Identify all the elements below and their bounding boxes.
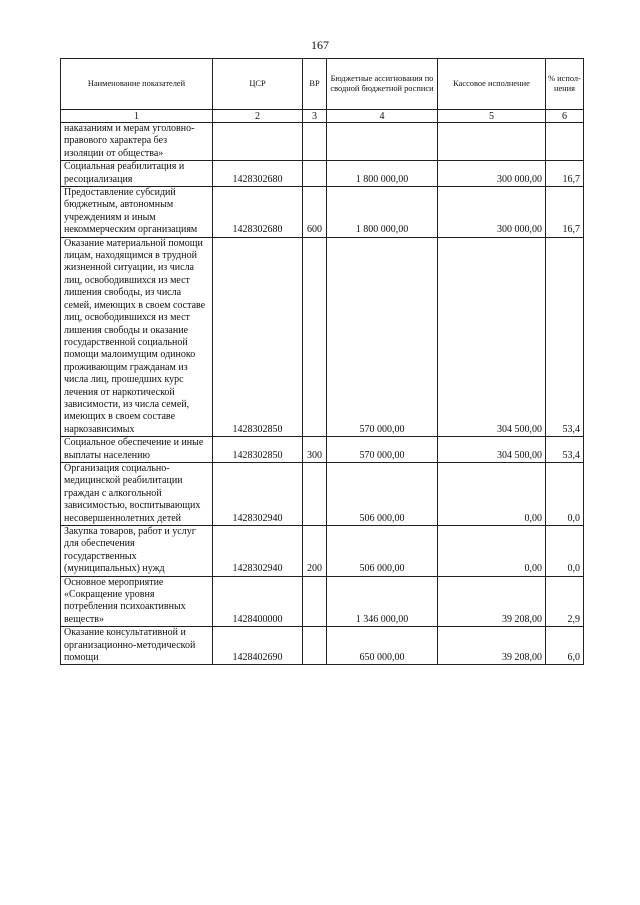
row-cash: 304 500,00 [438, 437, 546, 463]
row-budget: 506 000,00 [327, 462, 438, 525]
row-pct: 0,0 [546, 462, 584, 525]
row-budget [327, 123, 438, 161]
row-csr: 1428302850 [213, 437, 303, 463]
row-cash: 300 000,00 [438, 161, 546, 187]
header-cash: Кассовое исполнение [438, 59, 546, 110]
row-vr [303, 237, 327, 437]
header-name: Наименование показателей [61, 59, 213, 110]
row-cash [438, 123, 546, 161]
row-vr: 200 [303, 526, 327, 577]
row-pct: 0,0 [546, 526, 584, 577]
row-name: Закупка товаров, работ и услуг для обеспечения государственных (муниципальных) нужд [61, 526, 213, 577]
row-pct: 2,9 [546, 576, 584, 627]
column-number: 5 [438, 110, 546, 123]
row-csr: 1428402690 [213, 627, 303, 665]
row-name: Социальная реабилитация и ресоциализация [61, 161, 213, 187]
table-row [61, 437, 584, 463]
row-name: Предоставление субсидий бюджетным, автономным учреждениям и иным некоммерческим организациям [61, 187, 213, 238]
row-vr: 600 [303, 187, 327, 238]
row-budget: 570 000,00 [327, 437, 438, 463]
table-row [61, 462, 584, 525]
row-budget: 1 800 000,00 [327, 187, 438, 238]
row-vr [303, 161, 327, 187]
row-csr [213, 123, 303, 161]
row-budget: 570 000,00 [327, 237, 438, 437]
table-row [61, 627, 584, 665]
row-csr: 1428302850 [213, 237, 303, 437]
row-cash: 39 208,00 [438, 627, 546, 665]
row-csr: 1428302940 [213, 526, 303, 577]
column-number: 3 [303, 110, 327, 123]
header-budget: Бюджетные ассигнования по сводной бюджетной росписи [327, 59, 438, 110]
header-row [61, 59, 584, 110]
table-row [61, 123, 584, 161]
table-row [61, 237, 584, 437]
row-vr [303, 462, 327, 525]
row-name: Оказание консультативной и организационно-методической помощи [61, 627, 213, 665]
row-name: наказаниям и мерам уголовно-правового характера без изоляции от общества» [61, 123, 213, 161]
row-pct: 16,7 [546, 161, 584, 187]
row-cash: 300 000,00 [438, 187, 546, 238]
row-csr: 1428302680 [213, 161, 303, 187]
row-pct: 16,7 [546, 187, 584, 238]
row-pct [546, 123, 584, 161]
row-cash: 0,00 [438, 462, 546, 525]
column-number: 6 [546, 110, 584, 123]
row-csr: 1428302680 [213, 187, 303, 238]
row-csr: 1428400000 [213, 576, 303, 627]
page-number: 167 [311, 38, 329, 52]
row-name: Организация социально-медицинской реабилитации граждан с алкогольной зависимостью, воспитывающих несовершеннолетних детей [61, 462, 213, 525]
column-number-row [61, 110, 584, 123]
row-budget: 1 800 000,00 [327, 161, 438, 187]
row-vr [303, 576, 327, 627]
row-vr [303, 627, 327, 665]
column-number: 2 [213, 110, 303, 123]
row-name: Социальное обеспечение и иные выплаты населению [61, 437, 213, 463]
row-vr: 300 [303, 437, 327, 463]
row-pct: 6,0 [546, 627, 584, 665]
row-budget: 1 346 000,00 [327, 576, 438, 627]
row-pct: 53,4 [546, 237, 584, 437]
row-budget: 506 000,00 [327, 526, 438, 577]
row-cash: 304 500,00 [438, 237, 546, 437]
row-vr [303, 123, 327, 161]
column-number: 1 [61, 110, 213, 123]
table-row [61, 161, 584, 187]
header-pct: % испол-нения [546, 59, 584, 110]
row-pct: 53,4 [546, 437, 584, 463]
table-row [61, 576, 584, 627]
row-name: Оказание материальной помощи лицам, находящимся в трудной жизненной ситуации, из числа лиц, освободившихся из мест лишения свободы, из числа семей, имеющих в своем составе лиц, освободившихся из мест лишения свободы и оказание государственной социальной помощи малоимущим одиноко проживающим гражданам из числа лиц, прошедших курс лечения от наркотической зависимости, из числа семей, имеющих в своем составе наркозависимых [61, 237, 213, 437]
table-row [61, 187, 584, 238]
row-csr: 1428302940 [213, 462, 303, 525]
table-row [61, 526, 584, 577]
column-number: 4 [327, 110, 438, 123]
row-cash: 0,00 [438, 526, 546, 577]
row-cash: 39 208,00 [438, 576, 546, 627]
header-vr: ВР [303, 59, 327, 110]
header-csr: ЦСР [213, 59, 303, 110]
row-budget: 650 000,00 [327, 627, 438, 665]
row-name: Основное мероприятие «Сокращение уровня потребления психоактивных веществ» [61, 576, 213, 627]
budget-execution-table [60, 58, 584, 665]
